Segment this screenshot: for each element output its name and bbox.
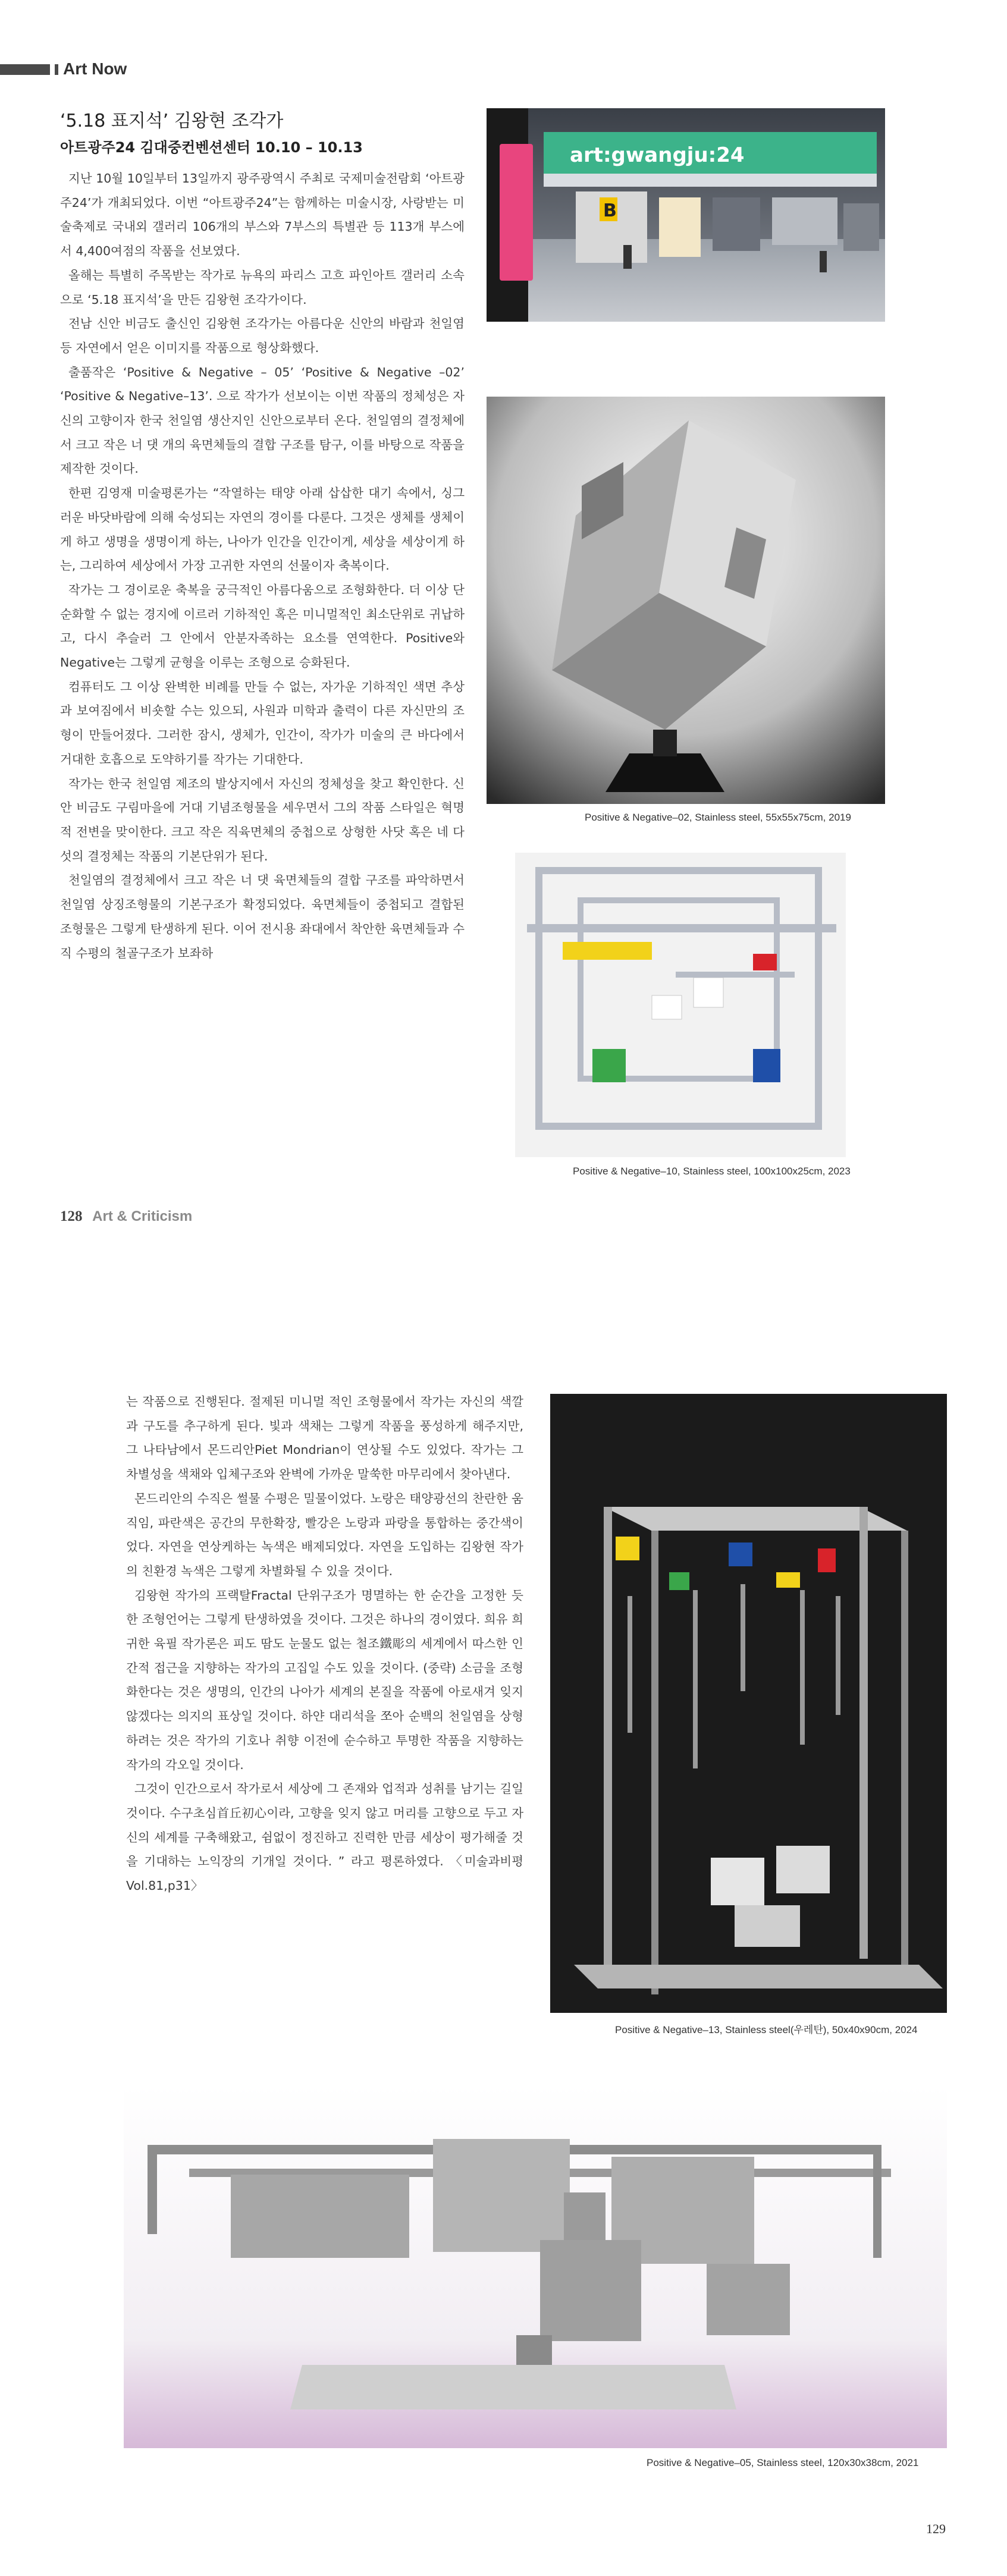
magazine-name: Art & Criticism <box>92 1208 193 1224</box>
paragraph: 천일염의 결정체에서 크고 작은 너 댓 육면체들의 결합 구조를 파악하면서 천일염 상징조형물의 기본구조가 확정되었다. 육면체들이 중첩되고 결합된 조형물은 그렇게 탄생하게 된다. 이어 전시용 좌대에서 착안한 육면체들과 수직 수평의 철골구조가 보좌하 <box>60 873 465 960</box>
caption: Positive & Negative–05, Stainless steel, 120x30x38cm, 2021 <box>647 2457 919 2468</box>
venue-photo <box>487 108 885 322</box>
article-column-right <box>126 1390 523 1898</box>
caption: Positive & Negative–02, Stainless steel, 55x55x75cm, 2019 <box>585 812 851 823</box>
paragraph: 지난 10월 10일부터 13일까지 광주광역시 주최로 국제미술전람회 ‘아트광주24’가 개최되었다. 이번 “아트광주24”는 함께하는 미술시장, 사랑받는 미술축제로 국내외 갤러리 106개의 부스와 7부스의 특별관 등 113개 부스에서 4,400여점의 작품을 선보였다. <box>60 171 465 259</box>
paragraph: 올해는 특별히 주목받는 작가로 뉴욕의 파리스 고흐 파인아트 갤러리 소속으로 ‘5.18 표지석’을 만든 김왕현 조각가이다. <box>60 268 465 307</box>
sculpture-photo-cube <box>487 397 885 804</box>
paragraph: 한편 김영재 미술평론가는 “작열하는 태양 아래 삽삽한 대기 속에서, 싱그러운 바닷바람에 의해 숙성되는 자연의 경이를 다룬다. 그것은 생체를 생체이게 하고 생명을 생명이게 하는, 나아가 인간을 인간이게, 세상을 세상이게 하는, 그리하여 세상에서 가장 고귀한 자연의 선물이자 축복이다. <box>60 486 465 573</box>
section-title: Art Now <box>63 59 127 78</box>
paragraph: 전남 신안 비금도 출신인 김왕현 조각가는 아름다운 신안의 바람과 천일염 등 자연에서 얻은 이미지를 작품으로 형상화했다. <box>60 316 465 355</box>
page-number: 128 <box>60 1208 83 1224</box>
paragraph: 는 작품으로 진행된다. 절제된 미니멀 적인 조형물에서 작가는 자신의 색깔과 구도를 추구하게 된다. 빛과 색채는 그렇게 작품을 풍성하게 해주지만, 그 나타남에서 몬드리안Piet Mondrian이 연상될 수도 있었다. 작가는 그 차별성을 색채와 입체구조와 완벽에 가까운 말쑥한 마무리에서 찾아낸다. <box>126 1394 523 1482</box>
sculpture-photo-wide <box>124 2085 947 2448</box>
page-footer-left <box>60 1208 192 1225</box>
article-column-left <box>60 146 465 965</box>
paragraph: 출품작은 ‘Positive & Negative – 05’ ‘Positive & Negative –02’ ‘Positive & Negative–13’. 으로 작가가 선보이는 이번 작품의 정체성은 자신의 고향이자 한국 천일염 생산지인 신안으로부터 온다. 천일염의 결정체에서 크고 작은 너 댓 개의 육면체들의 결합 구조를 탐구, 이를 바탕으로 작품을 제작한 것이다. <box>60 365 465 476</box>
svg-text:B: B <box>603 200 617 221</box>
article-title: ‘5.18 표지석’ 김왕현 조각가 <box>60 111 284 131</box>
section-bar <box>0 64 50 75</box>
section-tick <box>55 64 58 75</box>
article-subtitle: 아트광주24 김대중컨벤션센터 10.10 – 10.13 <box>60 139 363 156</box>
caption: Positive & Negative–13, Stainless steel(우레탄), 50x40x90cm, 2024 <box>615 2024 918 2035</box>
paragraph: 컴퓨터도 그 이상 완벽한 비례를 만들 수 없는, 자가운 기하적인 색면 추상과 보여짐에서 비숏할 수는 있으되, 사원과 미학과 출력이 다른 자신만의 조형이 만들어졌다. 그러한 잠시, 생체가, 인간이, 작가가 미술의 큰 바다에서 거대한 호흡으로 도약하기를 작가는 기대한다. <box>60 679 465 766</box>
page-number-right: 129 <box>926 2521 946 2536</box>
paragraph: 작가는 한국 천일염 제조의 발상지에서 자신의 정체성을 찾고 확인한다. 신안 비금도 구림마을에 거대 기념조형물을 세우면서 그의 작품 스타일은 혁명적 전변을 맞이한다. 크고 작은 직육면체의 중첩으로 상형한 사닷 혹은 네 다섯의 결정체는 작품의 기본단위가 된다. <box>60 776 465 863</box>
paragraph: 김왕현 작가의 프랙탈Fractal 단위구조가 명멸하는 한 순간을 고정한 듯한 조형언어는 그렇게 탄생하였을 것이다. 그것은 하나의 경이였다. 희유 희귀한 육필 작가론은 피도 땀도 눈물도 없는 철조鐵彫의 세계에서 따스한 인간적 접근을 지향하는 작가의 고집일 수도 있을 것이다. (중략) 소금을 조형화한다는 것은 생명의, 인간의 나아가 세계의 본질을 작품에 아로새겨 잊지 않겠다는 의지의 표상일 것이다. 하얀 대리석을 쪼아 순백의 천일염을 상형하려는 것은 작가의 기호나 취향 이전에 순수하고 투명한 작품을 지향하는 작가의 각오일 것이다. <box>126 1588 523 1772</box>
sculpture-photo-tall <box>550 1394 947 2013</box>
banner-text: art:gwangju:24 <box>570 143 745 167</box>
paragraph: 작가는 그 경이로운 축복을 궁극적인 아름다움으로 조형화한다. 더 이상 단순화할 수 없는 경지에 이르러 기하적인 혹은 미니멀적인 최소단위로 귀납하고, 다시 추슬러 그 안에서 안분자족하는 요소를 연역한다. Positive와 Negative는 그렇게 균형을 이루는 조형으로 승화된다. <box>60 582 465 670</box>
paragraph: 그것이 인간으로서 작가로서 세상에 그 존재와 업적과 성취를 남기는 길일 것이다. 수구초심首丘初心이라, 고향을 잊지 않고 머리를 고향으로 두고 자신의 세계를 구축해왔고, 쉼없이 정진하고 진력한 만큼 세상이 평가해줄 것을 기대하는 노익장의 기개일 것이다. ” 라고 평론하였다. 〈미술과비평 Vol.81,p31〉 <box>126 1782 523 1893</box>
caption: Positive & Negative–10, Stainless steel, 100x100x25cm, 2023 <box>573 1166 851 1177</box>
paragraph: 몬드리안의 수직은 썰물 수평은 밀물이었다. 노랑은 태양광선의 찬란한 움직임, 파란색은 공간의 무한확장, 빨강은 노랑과 파랑을 통합하는 중간색이었다. 자연을 연상케하는 녹색은 배제되었다. 자연을 도입하는 김왕현 작가의 친환경 녹색은 그렇게 차별화될 수 있을 것이다. <box>126 1491 523 1578</box>
sculpture-photo-frame <box>515 853 846 1157</box>
